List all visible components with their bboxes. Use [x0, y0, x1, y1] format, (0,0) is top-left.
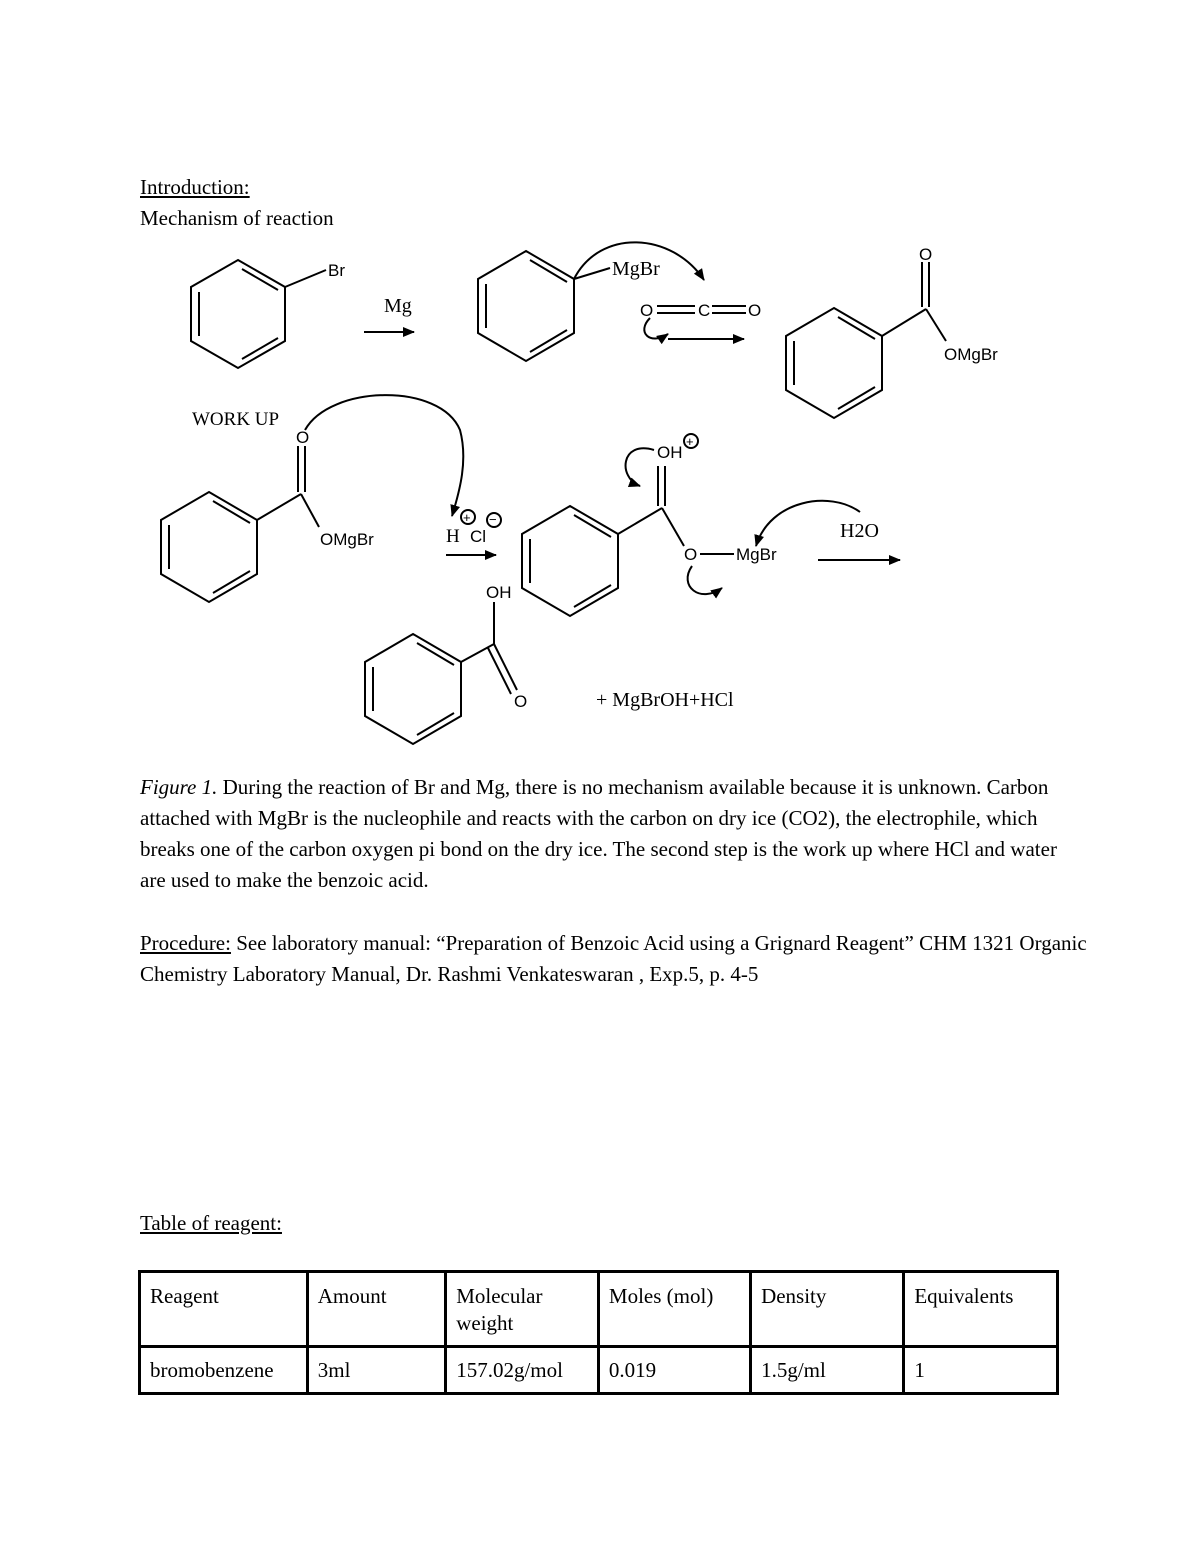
table-row: [140, 1347, 1058, 1394]
mechanism-diagram: [0, 0, 1200, 760]
benzene-ring-2: [478, 251, 574, 361]
label-carbonyl-o-3: O: [514, 692, 528, 711]
benzene-ring-1: [191, 260, 285, 368]
procedure-paragraph: [140, 928, 1100, 990]
caption-text: During the reaction of Br and Mg, there is no mechanism available because it is unknown. Carbon attached with MgBr is the nucleophile and reacts with the carbon on dry ice (CO2), the electrophile, which breaks one of the carbon oxygen pi bond on the dry ice. The second step is the work up where HCl and water are used to make the benzoic acid.: [140, 775, 1057, 892]
label-br: Br: [328, 261, 345, 280]
reagent-table: [138, 1270, 1059, 1395]
label-oh-plus: OH: [657, 443, 683, 462]
header-cell: Molecular weight: [446, 1272, 599, 1347]
label-work-up: WORK UP: [192, 409, 280, 430]
benzene-ring-5: [522, 506, 618, 616]
curved-arrow-5: [688, 566, 722, 594]
label-minus-1: −: [489, 512, 497, 527]
header-cell: Amount: [307, 1272, 445, 1347]
label-carbonyl-o-1: O: [919, 245, 933, 264]
label-omgbr-1: OMgBr: [944, 345, 998, 364]
header-cell: Equivalents: [904, 1272, 1058, 1347]
label-omgbr-2: OMgBr: [320, 530, 374, 549]
procedure-label: Procedure:: [140, 931, 231, 955]
table-cell: 1: [904, 1347, 1058, 1394]
label-h2o: H2O: [840, 520, 879, 542]
benzene-ring-3: [786, 308, 882, 418]
label-byproducts: + MgBrOH+HCl: [596, 689, 734, 711]
label-mgbr-2: MgBr: [736, 545, 777, 564]
figure-label: Figure 1.: [140, 775, 218, 799]
figure-caption: [140, 772, 1060, 896]
label-mg: Mg: [384, 295, 412, 317]
mechanism-heading: Mechanism of reaction: [140, 206, 334, 230]
label-plus-1: +: [463, 510, 471, 525]
table-cell: 157.02g/mol: [446, 1347, 599, 1394]
table-heading: Table of reagent:: [140, 1211, 282, 1235]
header-cell: Moles (mol): [598, 1272, 750, 1347]
table-cell: 3ml: [307, 1347, 445, 1394]
label-oh-acid: OH: [486, 583, 512, 602]
c-br-bond: [285, 270, 326, 287]
table-cell: 0.019: [598, 1347, 750, 1394]
label-plus-2: +: [686, 434, 694, 449]
benzene-ring-6: [365, 634, 461, 744]
label-mgbr-1: MgBr: [612, 258, 660, 280]
curved-arrow-2: [644, 318, 668, 339]
header-cell: Reagent: [140, 1272, 308, 1347]
benzene-ring-4: [161, 492, 257, 602]
curved-arrow-4: [626, 448, 654, 486]
procedure-text: See laboratory manual: “Preparation of Benzoic Acid using a Grignard Reagent” CHM 1321 Organic Chemistry Laboratory Manual, Dr. Rashmi Venkateswaran , Exp.5, p. 4-5: [140, 931, 1087, 986]
label-co2-o2: O: [748, 301, 762, 320]
intro-heading: Introduction:: [140, 175, 250, 199]
header-cell: Density: [751, 1272, 904, 1347]
curved-arrow-3: [305, 395, 463, 516]
table-cell: 1.5g/ml: [751, 1347, 904, 1394]
label-o-ester: O: [684, 545, 698, 564]
table-header-row: [140, 1272, 1058, 1347]
label-co2-c: C: [698, 301, 711, 320]
label-carbonyl-o-2: O: [296, 428, 310, 447]
label-co2-o1: O: [640, 301, 654, 320]
label-cl: Cl: [470, 527, 487, 546]
label-h: H: [446, 526, 460, 547]
table-cell: bromobenzene: [140, 1347, 308, 1394]
